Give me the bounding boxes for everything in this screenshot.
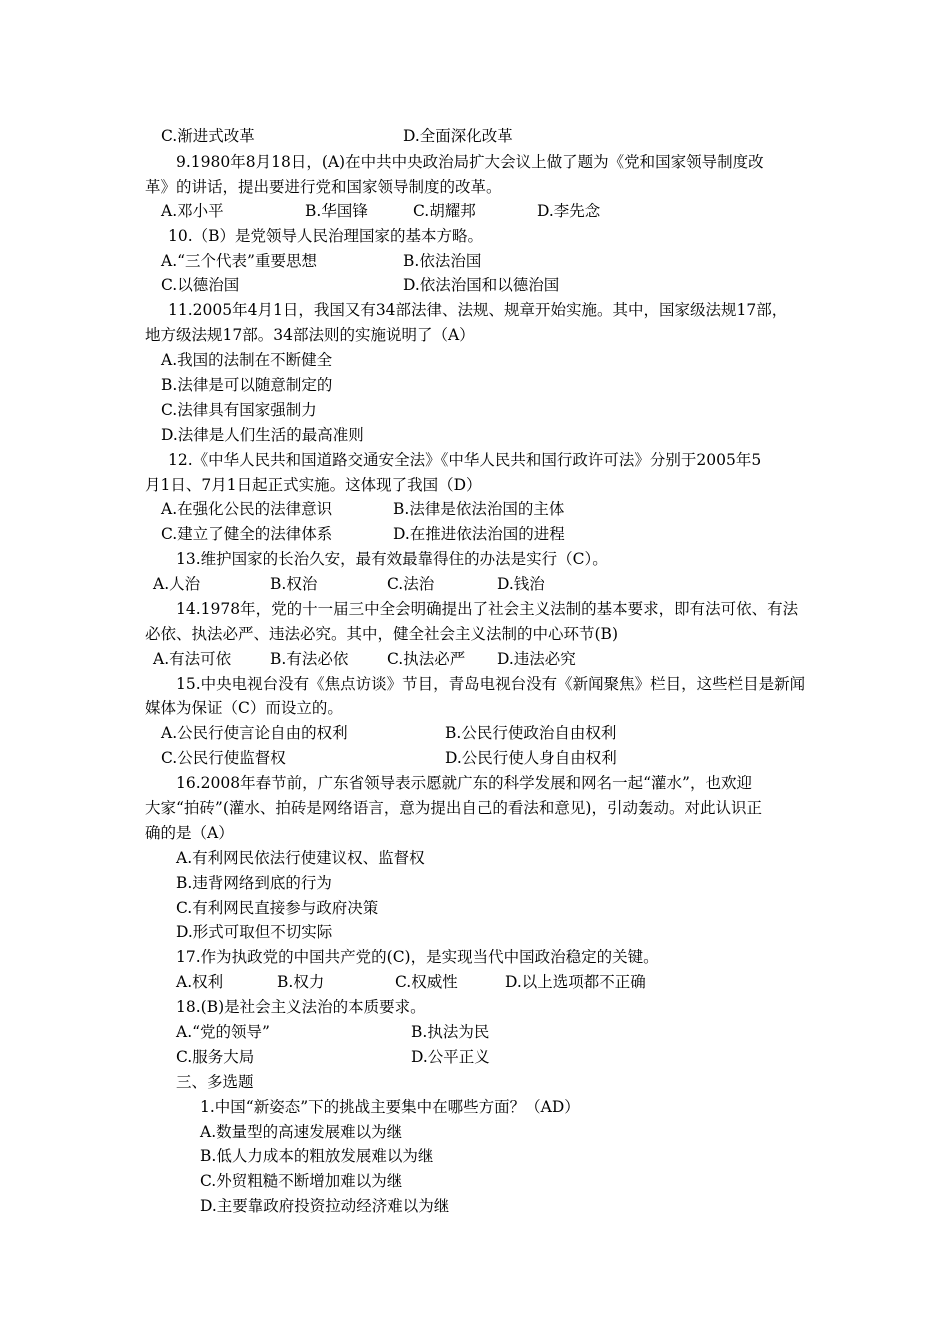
q12-stem-line1: 12.《中华人民共和国道路交通安全法》《中华人民共和国行政许可法》分别于2005年5: [168, 451, 762, 469]
m1-option-b: B.低人力成本的粗放发展难以为继: [200, 1147, 434, 1165]
m1-option-c: C.外贸粗糙不断增加难以为继: [200, 1172, 403, 1190]
q16-stem-line2: 大家“拍砖”(灌水、拍砖是网络语言，意为提出自己的看法和意见)，引动轰动。对此认识正: [145, 799, 762, 817]
q16-option-c: C.有利网民直接参与政府决策: [176, 899, 379, 917]
q15-stem-line2: 媒体为保证（C）而设立的。: [145, 699, 343, 717]
q15-option-c: C.公民行使监督权: [161, 749, 286, 767]
q18-option-c: C.服务大局: [176, 1048, 255, 1066]
q14-option-d: D.违法必究: [497, 650, 576, 668]
q14-stem-line2: 必依、执法必严、违法必究。其中，健全社会主义法制的中心环节(B): [145, 625, 618, 643]
q9-stem-line2: 革》的讲话，提出要进行党和国家领导制度的改革。: [145, 178, 502, 196]
q16-stem-line3: 确的是（A）: [145, 824, 234, 842]
q16-option-b: B.违背网络到底的行为: [176, 874, 332, 892]
m1-option-d: D.主要靠政府投资拉动经济难以为继: [200, 1197, 450, 1215]
q14-option-b: B.有法必依: [270, 650, 349, 668]
q15-stem-line1: 15.中央电视台没有《焦点访谈》节目，青岛电视台没有《新闻聚焦》栏目，这些栏目是新闻: [176, 675, 806, 693]
q18-option-d: D.公平正义: [411, 1048, 490, 1066]
q11-option-d: D.法律是人们生活的最高准则: [161, 426, 364, 444]
q9-option-c: C.胡耀邦: [413, 202, 476, 220]
q17-stem: 17.作为执政党的中国共产党的(C)，是实现当代中国政治稳定的关键。: [176, 948, 659, 966]
q12-option-d: D.在推进依法治国的进程: [393, 525, 565, 543]
q11-option-b: B.法律是可以随意制定的: [161, 376, 333, 394]
q10-option-a: A.“三个代表”重要思想: [161, 252, 317, 270]
q13-option-b: B.权治: [270, 575, 318, 593]
q17-option-c: C.权威性: [395, 973, 458, 991]
q18-option-b: B.执法为民: [411, 1023, 490, 1041]
q8-option-d: D.全面深化改革: [403, 127, 513, 145]
q9-option-a: A.邓小平: [161, 202, 224, 220]
q14-option-a: A.有法可依: [153, 650, 232, 668]
q13-option-c: C.法治: [387, 575, 435, 593]
q11-stem-line2: 地方级法规17部。34部法则的实施说明了（A）: [145, 326, 475, 344]
section-heading-multiple-choice: 三、多选题: [176, 1073, 254, 1091]
q12-stem-line2: 月1日、7月1日起正式实施。这体现了我国（D）: [145, 476, 482, 494]
q17-option-d: D.以上选项都不正确: [505, 973, 646, 991]
m1-option-a: A.数量型的高速发展难以为继: [200, 1123, 403, 1141]
q17-option-b: B.权力: [277, 973, 325, 991]
m1-stem: 1.中国“新姿态”下的挑战主要集中在哪些方面？（AD）: [200, 1098, 580, 1116]
q10-stem: 10.（B）是党领导人民治理国家的基本方略。: [168, 227, 484, 245]
q13-option-d: D.钱治: [497, 575, 545, 593]
q16-stem-line1: 16.2008年春节前，广东省领导表示愿就广东的科学发展和网名一起“灌水”，也欢迎: [176, 774, 752, 792]
q17-option-a: A.权利: [176, 973, 224, 991]
q8-option-c: C.渐进式改革: [161, 127, 255, 145]
q9-stem-line1: 9.1980年8月18日，(A)在中共中央政治局扩大会议上做了题为《党和国家领导制度改: [176, 153, 764, 171]
q13-option-a: A.人治: [153, 575, 201, 593]
q15-option-b: B.公民行使政治自由权利: [445, 724, 617, 742]
q16-option-d: D.形式可取但不切实际: [176, 923, 333, 941]
q11-option-c: C.法律具有国家强制力: [161, 401, 317, 419]
q11-option-a: A.我国的法制在不断健全: [161, 351, 333, 369]
q13-stem: 13.维护国家的长治久安，最有效最靠得住的办法是实行（C）。: [176, 550, 608, 568]
q18-stem: 18.(B)是社会主义法治的本质要求。: [176, 998, 426, 1016]
q12-option-c: C.建立了健全的法律体系: [161, 525, 333, 543]
q14-stem-line1: 14.1978年，党的十一届三中全会明确提出了社会主义法制的基本要求，即有法可依、有法: [176, 600, 799, 618]
q10-option-c: C.以德治国: [161, 276, 240, 294]
q16-option-a: A.有利网民依法行使建议权、监督权: [176, 849, 425, 867]
q10-option-d: D.依法治国和以德治国: [403, 276, 560, 294]
q12-option-b: B.法律是依法治国的主体: [393, 500, 565, 518]
q15-option-d: D.公民行使人身自由权利: [445, 749, 617, 767]
q9-option-b: B.华国锋: [305, 202, 368, 220]
q9-option-d: D.李先念: [537, 202, 601, 220]
q15-option-a: A.公民行使言论自由的权利: [161, 724, 348, 742]
q14-option-c: C.执法必严: [387, 650, 466, 668]
q18-option-a: A.“党的领导”: [176, 1023, 270, 1041]
q11-stem-line1: 11.2005年4月1日，我国又有34部法律、法规、规章开始实施。其中，国家级法规17部，: [168, 301, 788, 319]
q12-option-a: A.在强化公民的法律意识: [161, 500, 333, 518]
q10-option-b: B.依法治国: [403, 252, 482, 270]
